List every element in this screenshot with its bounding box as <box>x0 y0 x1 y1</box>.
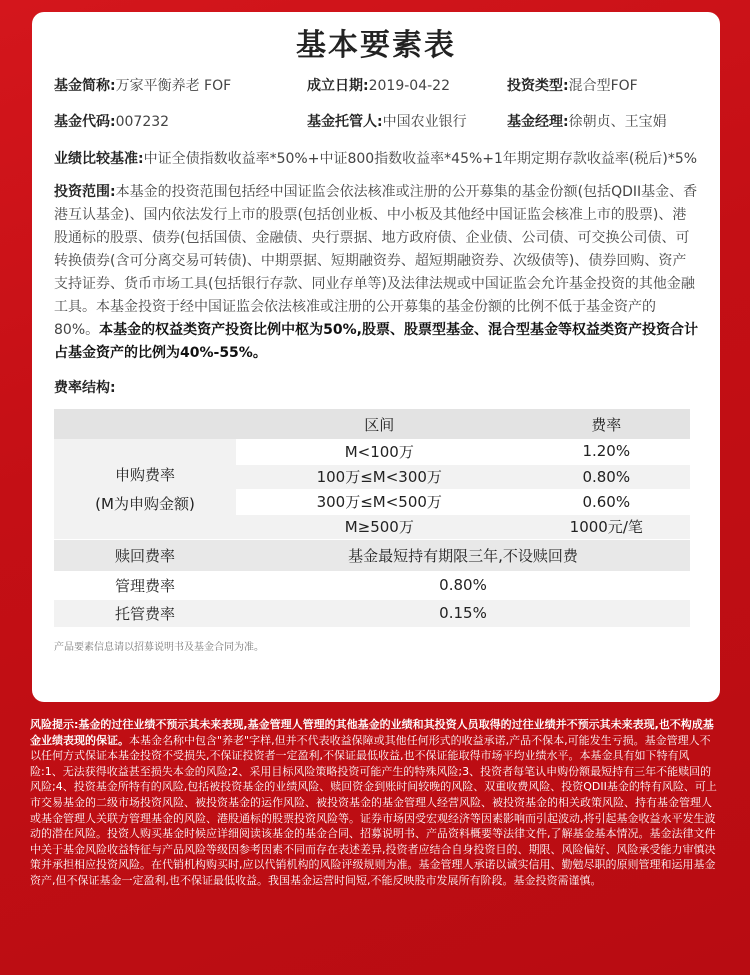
benchmark-label: 业绩比较基准: <box>54 151 144 167</box>
fund-code: 007232 <box>115 114 170 130</box>
fee-range-cell: M≥500万 <box>236 514 523 539</box>
custodian-label: 基金托管人: <box>307 114 383 130</box>
management-fee-name: 管理费率 <box>54 571 236 599</box>
info-row-1 <box>54 74 698 98</box>
fee-range-cell: M<100万 <box>236 439 523 464</box>
custody-fee-name: 托管费率 <box>54 599 236 627</box>
fee-rate-cell: 0.60% <box>523 489 690 514</box>
fund-type-label: 投资类型: <box>507 78 569 94</box>
risk-text: 本基金名称中包含"养老"字样,但并不代表收益保障或其他任何形式的收益承诺,产品不保本,可能发生亏损。基金管理人不以任何方式保证本基金投资不受损失,不保证投资者一定盈利,不保证最低收益,也不保证能取得市场平均业绩水平。本基金具有如下特有风险:1、无法获得收益甚至损失本金的风险;2、采用目标风险策略投资可能产生的特殊风险;3、投资者每笔认申购份额最短持有三年不能赎回的风险;4、投资基金所特有的风险,包括被投资基金的业绩风险、赎回资金到账时间较晚的风险、双重收费风险、投资QDII基金的特有风险、可上市交易基金的二级市场投资风险、被投资基金的运作风险、被投资基金的基金管理人经营风险、被投资基金的相关政策风险、持有基金管理人或基金管理人关联方管理基金的风险、港股通标的股票投资风险等。证券市场因受宏观经济等因素影响而引起波动,将引起基金收益水平发生波动的潜在风险。投资人购买基金时候应详细阅读该基金的基金合同、招募说明书、产品资料概要等法律文件,了解基金基本情况。基金法律文件中关于基金风险收益特征与产品风险等级因参考因素不同而存在表述差异,投资者应结合自身投资目的、期限、风险偏好、风险承受能力审慎决策并承担相应投资风险。在代销机构购买时,应以代销机构的风险评级规则为准。基金管理人承诺以诚实信用、勤勉尽职的原则管理和运用基金资产,但不保证基金一定盈利,也不保证最低收益。我国基金运营时间短,不能反映股市发展所有阶段。基金投资需谨慎。 <box>30 733 717 887</box>
fee-note: 产品要素信息请以招募说明书及基金合同为准。 <box>54 641 264 653</box>
setup-date: 2019-04-22 <box>368 78 450 94</box>
setup-date-label: 成立日期: <box>307 78 369 94</box>
manager-label: 基金经理: <box>507 114 569 130</box>
fee-header-blank <box>54 409 236 439</box>
redeem-fee-value: 基金最短持有期限三年,不设赎回费 <box>236 539 690 571</box>
fee-rate-cell: 1000元/笔 <box>523 514 690 539</box>
manager: 徐朝贞、王宝娟 <box>568 114 667 130</box>
investment-scope <box>54 181 698 365</box>
fee-rate-cell: 1.20% <box>523 439 690 464</box>
fee-header-range: 区间 <box>236 409 523 439</box>
subscribe-fee-name <box>54 439 236 539</box>
scope-bold-text: 本基金的权益类资产投资比例中枢为50%,股票、股票型基金、混合型基金等权益类资产投资合计占基金资产的比例为40%-55%。 <box>54 322 698 361</box>
benchmark <box>54 148 698 171</box>
scope-label: 投资范围: <box>54 184 116 200</box>
management-fee-value: 0.80% <box>236 571 690 599</box>
fund-name-label: 基金简称: <box>54 78 116 94</box>
fee-header-rate: 费率 <box>523 409 690 439</box>
fee-structure-title: 费率结构: <box>54 380 116 396</box>
fund-type: 混合型FOF <box>568 78 638 94</box>
subscribe-fee-sub: (M为申购金额) <box>95 494 195 513</box>
fee-range-cell: 100万≤M<300万 <box>236 464 523 489</box>
redeem-fee-name: 赎回费率 <box>54 539 236 571</box>
fund-name: 万家平衡养老 FOF <box>115 78 232 94</box>
table-row <box>54 599 690 627</box>
fee-rate-cell: 0.80% <box>523 464 690 489</box>
table-row <box>54 439 690 464</box>
table-row <box>54 539 690 571</box>
table-row <box>54 571 690 599</box>
fund-info-card <box>32 12 720 702</box>
risk-bold-text: 风险提示:基金的过往业绩不预示其未来表现,基金管理人管理的其他基金的业绩和其投资人员取得的过往业绩并不预示其未来表现,也不构成基金业绩表现的保证。 <box>30 718 714 747</box>
subscribe-fee-label: 申购费率 <box>114 465 175 484</box>
fee-range-cell: 300万≤M<500万 <box>236 489 523 514</box>
scope-text: 本基金的投资范围包括经中国证监会依法核准或注册的公开募集的基金份额(包括QDII基金、香港互认基金)、国内依法发行上市的股票(包括创业板、中小板及其他经中国证监会核准上市的股票)、港股通标的股票、债券(包括国债、金融债、央行票据、地方政府债、企业债、公司债、可交换公司债、可转换债券(含可分离交易可转债)、中期票据、短期融资券、超短期融资券、次级债等)、债券回购、资产支持证券、货币市场工具(包括银行存款、同业存单等)及法律法规或中国证监会允许基金投资的其他金融工具。本基金投资于经中国证监会依法核准或注册的公开募集的基金份额的比例不低于基金资产的80%。 <box>54 184 698 338</box>
info-row-2 <box>54 110 698 134</box>
custodian: 中国农业银行 <box>382 114 467 130</box>
fund-code-label: 基金代码: <box>54 114 116 130</box>
benchmark-text: 中证全债指数收益率*50%+中证800指数收益率*45%+1年期定期存款收益率(税后)*5% <box>143 151 698 167</box>
risk-disclosure <box>30 717 720 889</box>
page-title: 基本要素表 <box>296 28 456 63</box>
fee-table <box>54 409 690 628</box>
custody-fee-value: 0.15% <box>236 599 690 627</box>
